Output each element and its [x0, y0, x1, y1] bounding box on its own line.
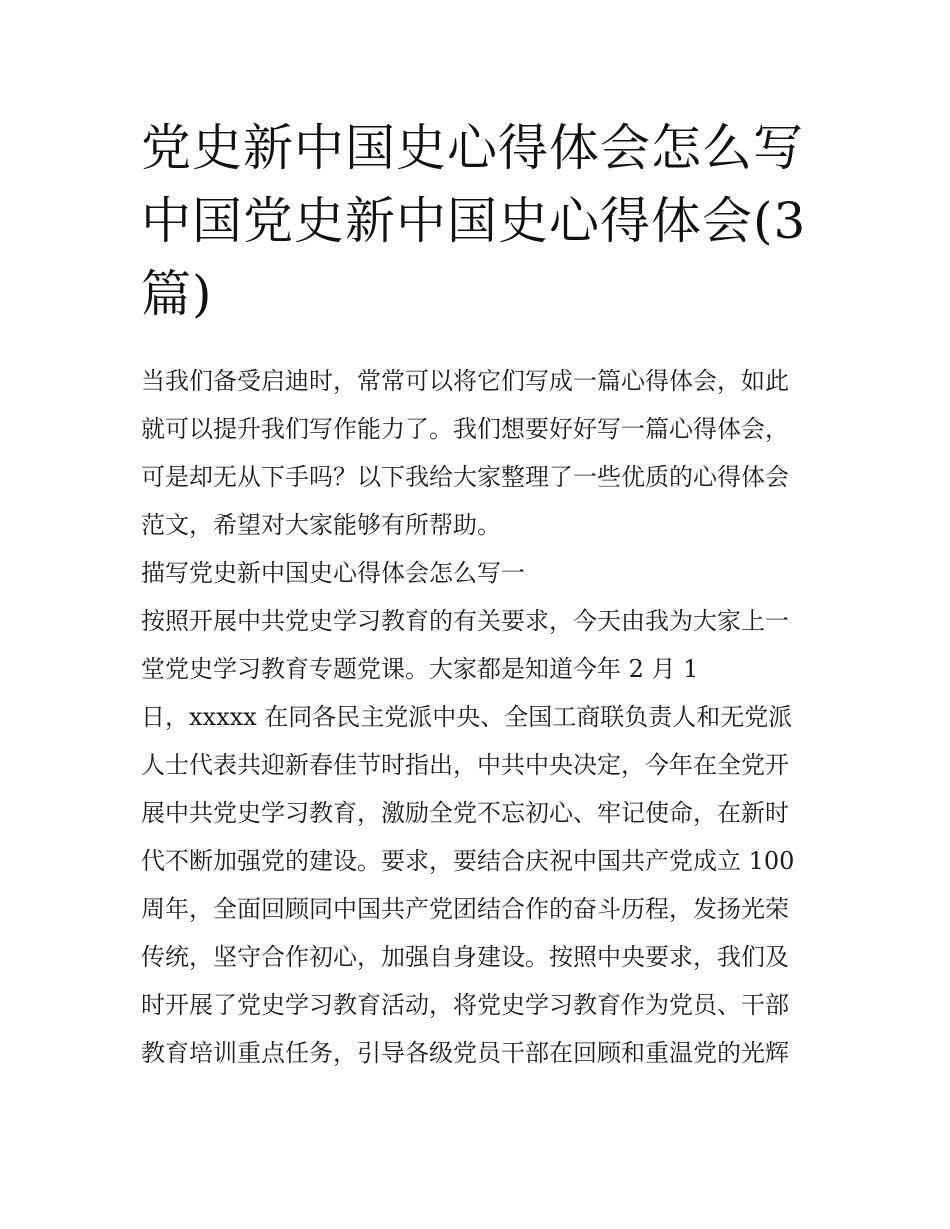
body-line: 代不断加强党的建设。要求，要结合庆祝中国共产党成立 100 — [141, 847, 795, 875]
body-line: 周年，全面回顾同中国共产党团结合作的奋斗历程，发扬光荣 — [141, 895, 789, 923]
body-line: 堂党史学习教育专题党课。大家都是知道今年 2 月 1 — [141, 655, 699, 683]
body-line: 按照开展中共党史学习教育的有关要求，今天由我为大家上一 — [141, 607, 789, 635]
body-line: 教育培训重点任务，引导各级党员干部在回顾和重温党的光辉 — [141, 1039, 789, 1067]
intro-line: 当我们备受启迪时，常常可以将它们写成一篇心得体会，如此 — [141, 367, 789, 395]
intro-line: 就可以提升我们写作能力了。我们想要好好写一篇心得体会， — [141, 415, 789, 443]
body-line: 人士代表共迎新春佳节时指出，中共中央决定，今年在全党开 — [141, 751, 789, 779]
title-line: 中国党史新中国史心得体会(3 — [141, 192, 807, 250]
body-line: 传统，坚守合作初心，加强自身建设。按照中央要求，我们及 — [141, 943, 789, 971]
intro-line: 可是却无从下手吗？以下我给大家整理了一些优质的心得体会 — [141, 463, 789, 491]
intro-line: 范文，希望对大家能够有所帮助。 — [141, 511, 501, 539]
title-line: 篇) — [141, 265, 213, 323]
body-line: 展中共党史学习教育，激励全党不忘初心、牢记使命，在新时 — [141, 799, 789, 827]
section-heading: 描写党史新中国史心得体会怎么写一 — [141, 559, 525, 587]
document-title — [141, 112, 821, 331]
title-line: 党史新中国史心得体会怎么写 — [141, 119, 804, 177]
body-line: 时开展了党史学习教育活动，将党史学习教育作为党员、干部 — [141, 991, 789, 1019]
document-body — [141, 357, 821, 1077]
body-line: 日，xxxxx 在同各民主党派中央、全国工商联负责人和无党派 — [141, 703, 793, 731]
